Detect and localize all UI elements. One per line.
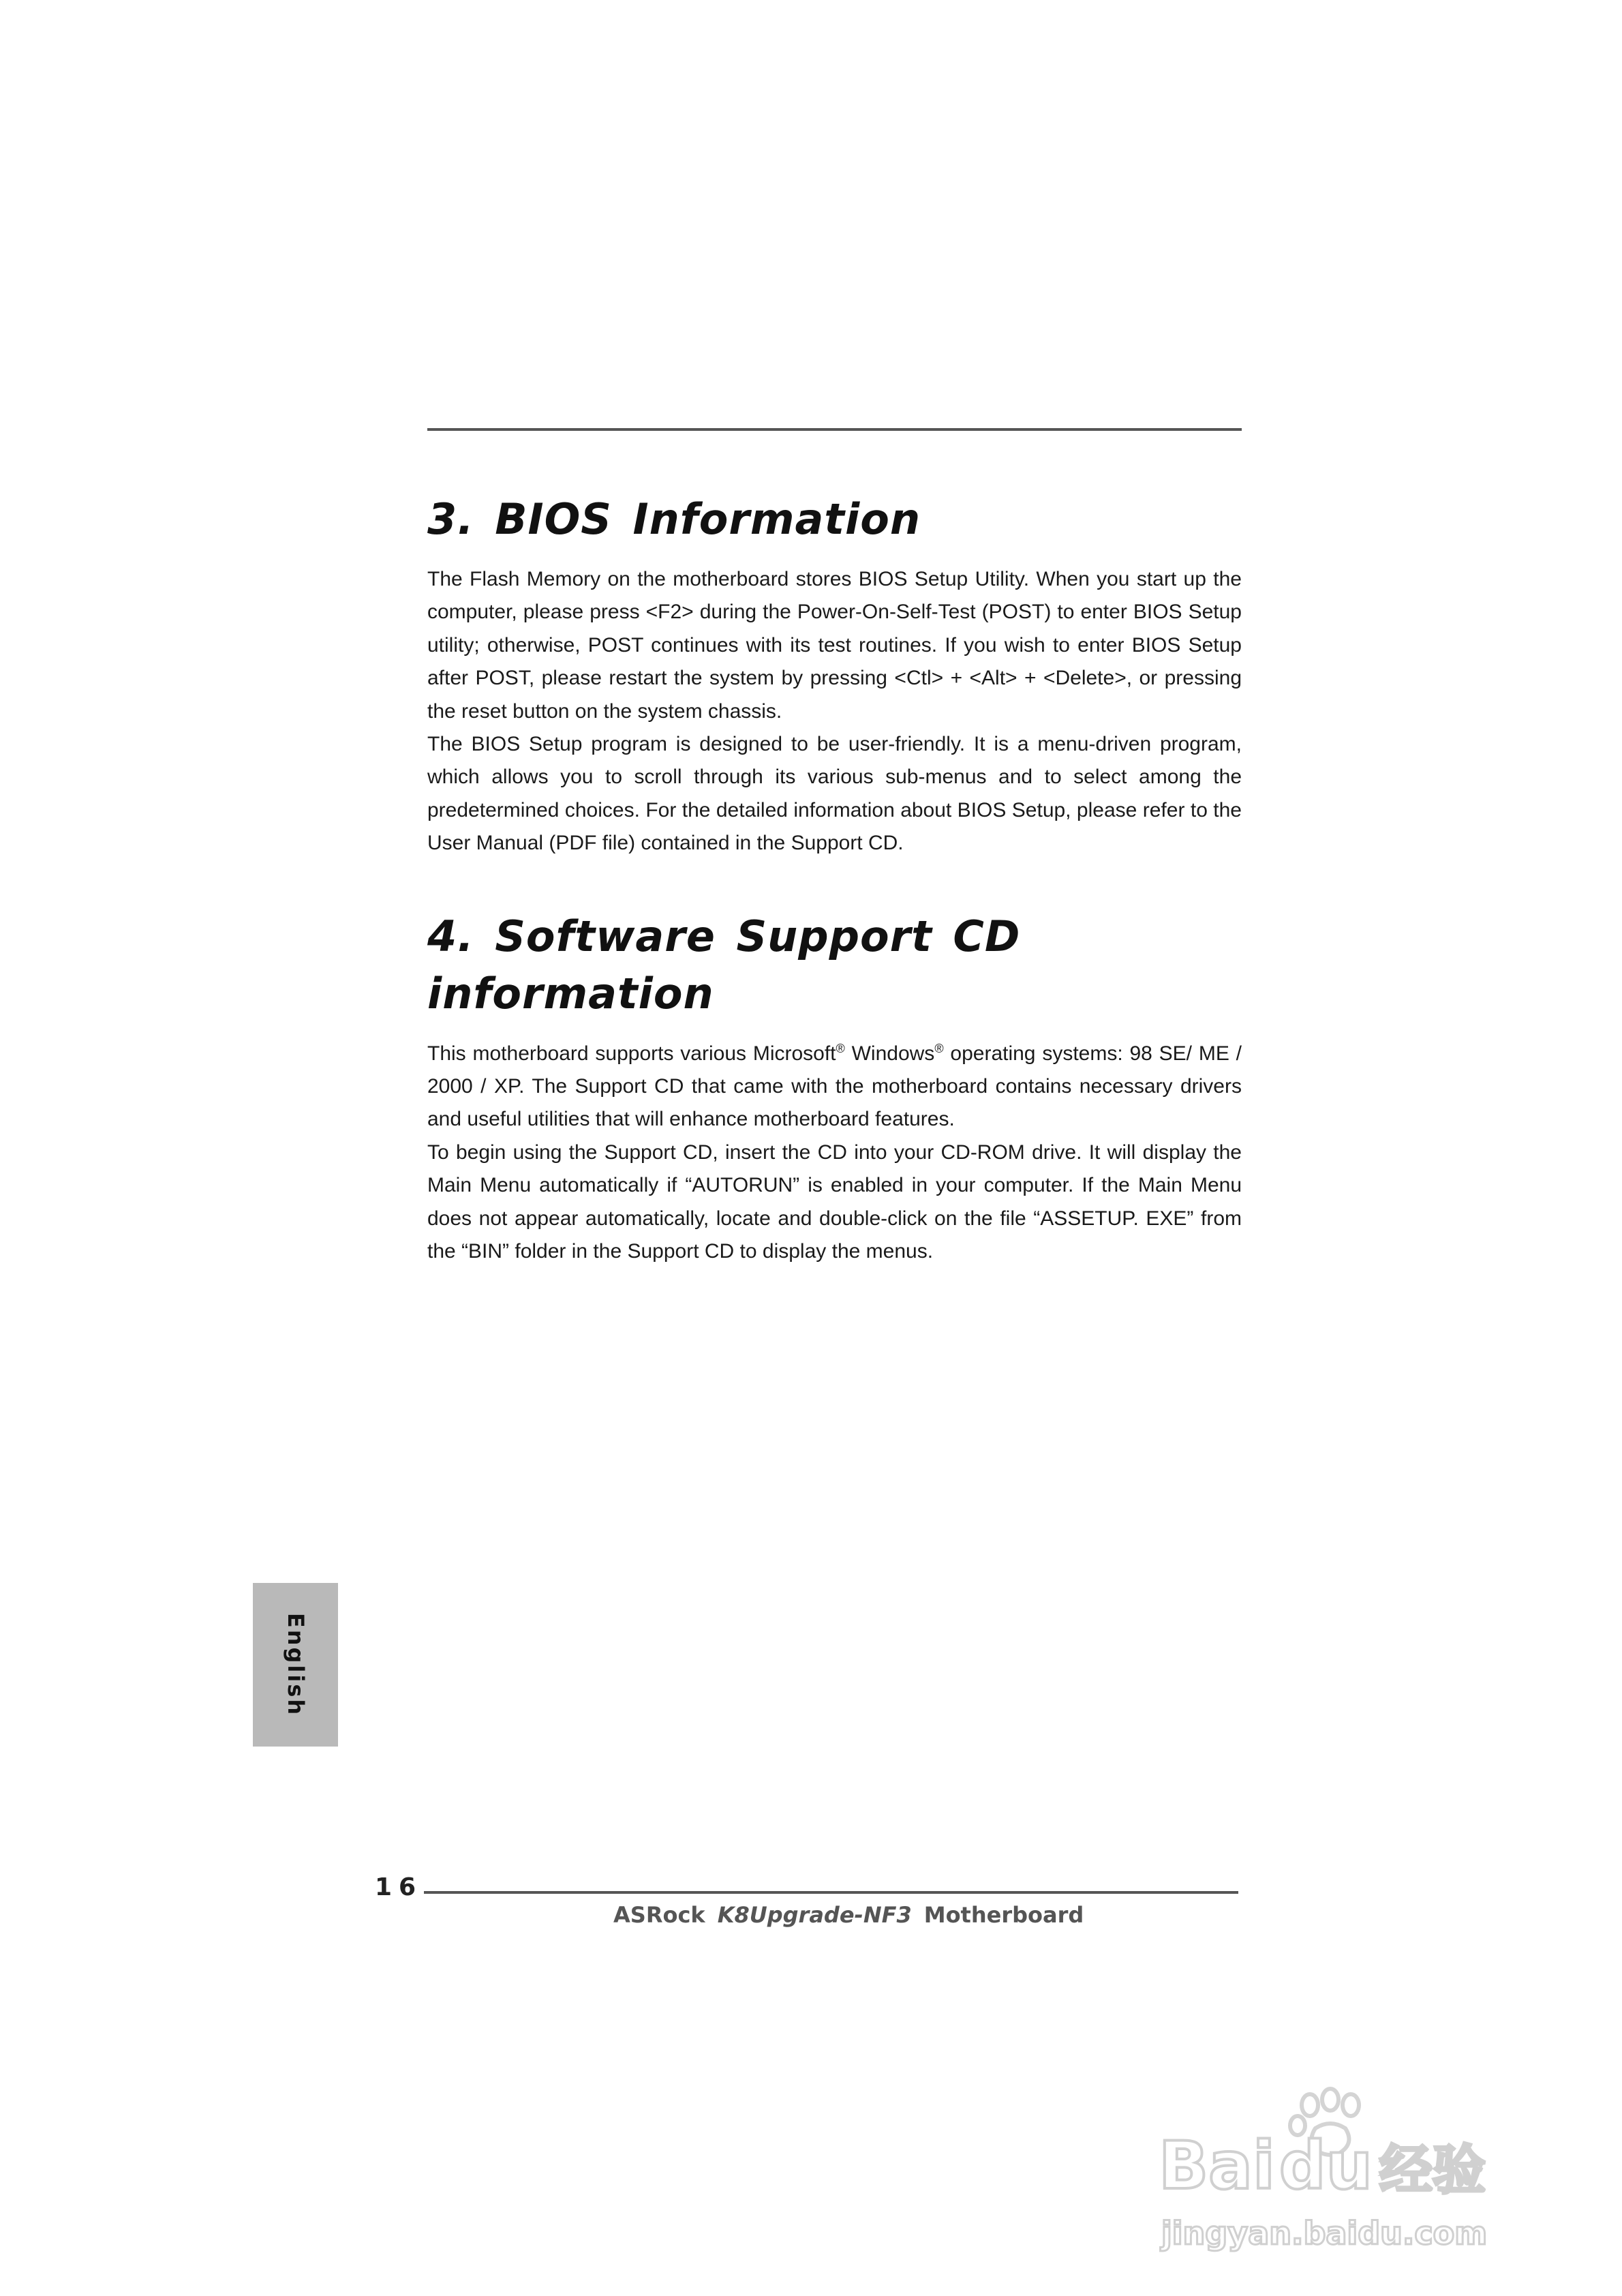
paragraph: The Flash Memory on the motherboard stores BIOS Setup Utility. When you start up the computer, please press <F2> during the Power-On-Self-Test (POST) to enter BIOS Setup utility; otherwise, POST continues with its test routines. If you wish to enter BIOS Setup after POST, please restart the system by pressing <Ctl> + <Alt> + <Delete>, or pressing the reset button on the system chassis.: [427, 568, 1242, 723]
watermark-url: jingyan.baidu.com: [1161, 2215, 1488, 2252]
section-software-support-cd: [427, 908, 1242, 1269]
model-name: K8Upgrade-NF3: [717, 1902, 912, 1928]
page-number: 16: [375, 1873, 423, 1901]
text-run: operating systems: 98 SE/ ME / 2000 / XP. The Support CD that came with the motherboard contains necessary drivers and useful utilities that will enhance motherboard features.: [427, 1042, 1242, 1131]
paragraph: To begin using the Support CD, insert the CD into your CD-ROM drive. It will display the Main Menu automatically if “AUTORUN” is enabled in your computer. If the Main Menu does not appear automatically, locate and double-click on the file “ASSETUP. EXE” from the “BIN” folder in the Support CD to display the menus.: [427, 1141, 1242, 1263]
page-content: [427, 491, 1242, 1269]
baidu-watermark: [1152, 2086, 1533, 2263]
registered-mark: ®: [836, 1041, 845, 1055]
paragraph: [427, 1038, 1242, 1136]
brand-name: ASRock: [613, 1902, 705, 1928]
top-divider: [427, 428, 1242, 431]
watermark-wordmark: Baidu 经验: [1159, 2128, 1486, 2204]
text-run: Windows: [844, 1042, 935, 1065]
footer-brand-line: [613, 1902, 1084, 1928]
product-name: Motherboard: [923, 1902, 1084, 1928]
language-label: English: [282, 1612, 309, 1717]
section-title: 3. BIOS Information: [427, 494, 921, 544]
language-tab: [253, 1583, 338, 1747]
paragraph: The BIOS Setup program is designed to be user-friendly. It is a menu-driven program, which allows you to scroll through its various sub-menus and to select among the predetermined choices. For the detailed information about BIOS Setup, please refer to the User Manual (PDF file) contained in the Support CD.: [427, 733, 1242, 855]
section-bios-information: [427, 491, 1242, 860]
section-title: 4. Software Support CD information: [427, 911, 1021, 1018]
text-run: This motherboard supports various Microsoft: [427, 1042, 836, 1065]
registered-mark: ®: [934, 1041, 944, 1055]
footer-divider: [424, 1891, 1238, 1894]
